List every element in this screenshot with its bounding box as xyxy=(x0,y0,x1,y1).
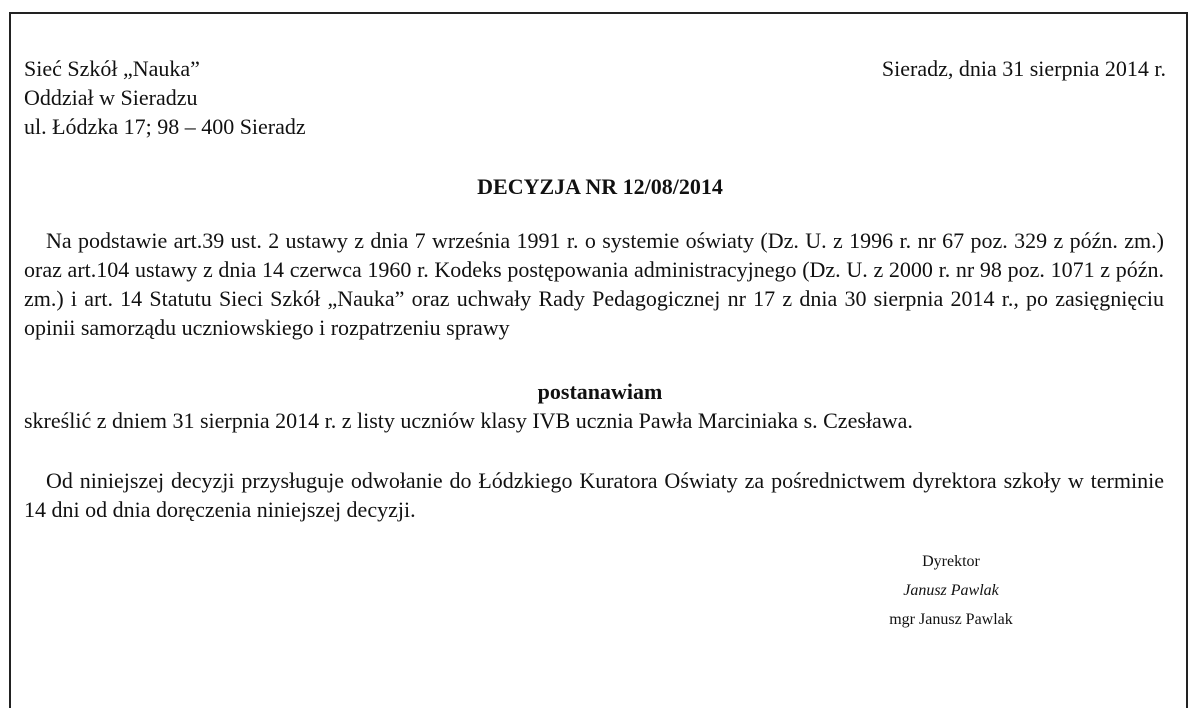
document-body xyxy=(24,54,1176,524)
sender-address xyxy=(24,54,306,141)
handwritten-signature: Janusz Pawlak xyxy=(903,582,999,599)
document-header xyxy=(24,54,1176,144)
decision-title: DECYZJA NR 12/08/2014 xyxy=(477,174,723,199)
signature-printed-name: mgr Janusz Pawlak xyxy=(889,611,1013,628)
sender-name: Sieć Szkół „Nauka” xyxy=(24,56,200,81)
appeal-paragraph: Od niniejszej decyzji przysługuje odwołanie do Łódzkiego Kuratora Oświaty za pośrednictwem dyrektora szkoły w terminie 14 dni od dnia doręczenia niniejszej decyzji. xyxy=(24,468,1164,522)
signature-block xyxy=(841,547,1061,634)
sender-street: ul. Łódzka 17; 98 – 400 Sieradz xyxy=(24,114,306,139)
decision-content: skreślić z dniem 31 sierpnia 2014 r. z listy uczniów klasy IVB ucznia Pawła Marciniaka s. Czesława. xyxy=(24,408,913,433)
decision-verb: postanawiam xyxy=(537,379,663,404)
sender-branch: Oddział w Sieradzu xyxy=(24,85,198,110)
place-and-date: Sieradz, dnia 31 sierpnia 2014 r. xyxy=(881,56,1166,81)
document-page xyxy=(9,12,1188,708)
legal-basis-paragraph: Na podstawie art.39 ust. 2 ustawy z dnia 7 września 1991 r. o systemie oświaty (Dz. U. z 1996 r. nr 67 poz. 329 z późn. zm.) oraz art.104 ustawy z dnia 14 czerwca 1960 r. Kodeks postępowania administracyjnego (Dz. U. z 2000 r. nr 98 poz. 1071 z późn. zm.) i art. 14 Statutu Sieci Szkół „Nauka” oraz uchwały Rady Pedagogicznej nr 17 z dnia 30 sierpnia 2014 r., po zasięgnięciu opinii samorządu uczniowskiego i rozpatrzeniu sprawy xyxy=(24,228,1164,340)
signature-role: Dyrektor xyxy=(922,553,980,570)
